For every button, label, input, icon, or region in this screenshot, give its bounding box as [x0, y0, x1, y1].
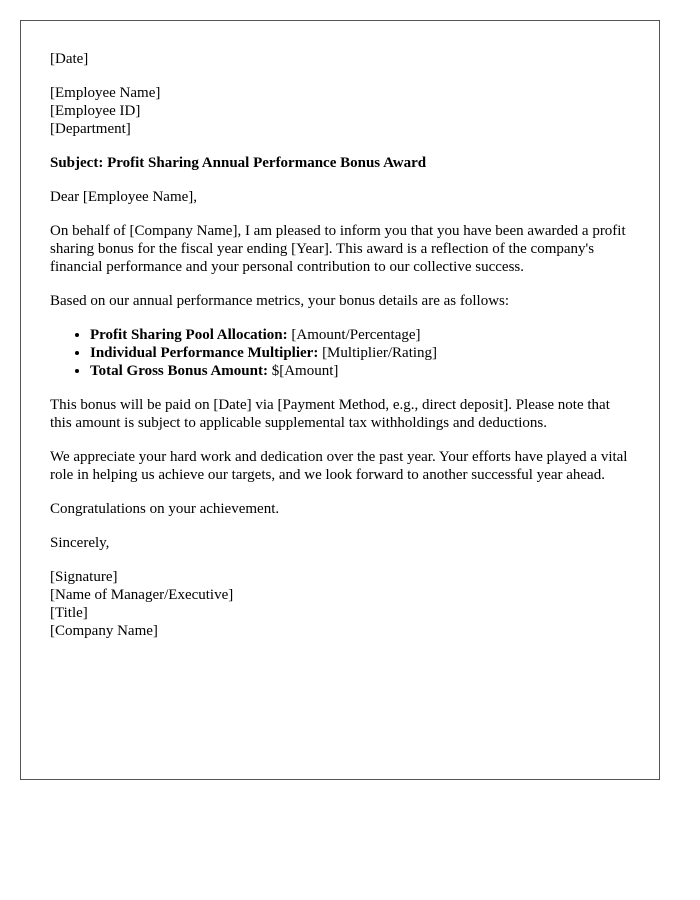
signer-name: [Name of Manager/Executive] — [50, 587, 234, 603]
subject-line: Subject: Profit Sharing Annual Performance Bonus Award — [50, 155, 427, 171]
detail-value: [Amount/Percentage] — [287, 327, 421, 343]
closing: Sincerely, — [50, 535, 110, 551]
list-item — [90, 362, 631, 380]
letter-page — [20, 20, 660, 780]
detail-term: Profit Sharing Pool Allocation: — [90, 327, 288, 343]
detail-term: Individual Performance Multiplier: — [90, 345, 319, 361]
signer-title: [Title] — [50, 605, 88, 621]
recipient-id: [Employee ID] — [50, 103, 141, 119]
salutation: Dear [Employee Name], — [50, 189, 198, 205]
payment-paragraph: This bonus will be paid on [Date] via [Payment Method, e.g., direct deposit]. Please note that this amount is subject to applicable supplemental tax withholdings and deductions. — [50, 397, 610, 431]
signer-company: [Company Name] — [50, 623, 158, 639]
list-item — [90, 326, 631, 344]
signature-block — [50, 568, 631, 640]
recipient-name: [Employee Name] — [50, 85, 161, 101]
date-text: [Date] — [50, 51, 89, 67]
detail-term: Total Gross Bonus Amount: — [90, 363, 268, 379]
intro-paragraph: On behalf of [Company Name], I am pleased to inform you that you have been awarded a profit sharing bonus for the fiscal year ending [Year]. This award is a reflection of the company's financial performance and your personal contribution to our collective success. — [50, 223, 626, 275]
signature-placeholder: [Signature] — [50, 569, 118, 585]
detail-value: $[Amount] — [267, 363, 339, 379]
letter-date — [50, 50, 631, 68]
detail-value: [Multiplier/Rating] — [318, 345, 438, 361]
recipient-block — [50, 84, 631, 138]
bonus-details-list — [50, 326, 631, 380]
details-intro-paragraph: Based on our annual performance metrics, your bonus details are as follows: — [50, 293, 510, 309]
list-item — [90, 344, 631, 362]
congratulations-paragraph: Congratulations on your achievement. — [50, 501, 280, 517]
appreciation-paragraph: We appreciate your hard work and dedication over the past year. Your efforts have played a vital role in helping us achieve our targets, and we look forward to another successful year ahead. — [50, 449, 628, 483]
recipient-department: [Department] — [50, 121, 131, 137]
